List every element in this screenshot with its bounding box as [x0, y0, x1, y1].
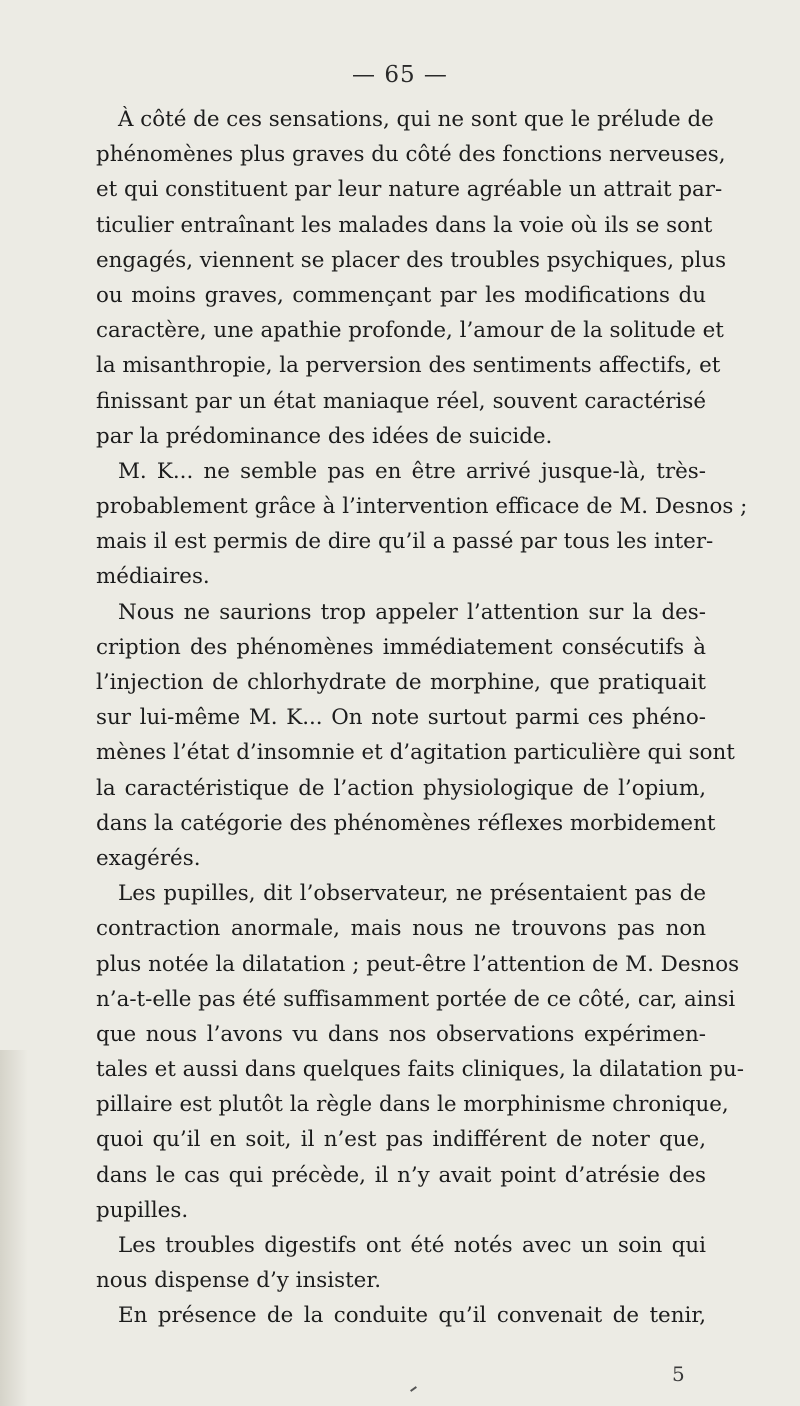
text-line: exagérés.	[96, 845, 201, 871]
text-line: ou moins graves, commençant par les modifications du	[96, 282, 706, 308]
text-line: pillaire est plutôt la règle dans le morphinisme chronique,	[96, 1092, 729, 1118]
text-line: mènes l’état d’insomnie et d’agitation particulière qui sont	[96, 740, 735, 766]
text-line: par la prédominance des idées de suicide.	[96, 423, 553, 449]
text-line: En présence de la conduite qu’il convenait de tenir,	[118, 1303, 706, 1329]
text-line: dans la catégorie des phénomènes réflexes morbidement	[96, 810, 716, 836]
text-line: la caractéristique de l’action physiologique de l’opium,	[96, 775, 706, 801]
text-line: caractère, une apathie profonde, l’amour de la solitude et	[96, 318, 724, 344]
text-line: plus notée la dilatation ; peut-être l’attention de M. Desnos	[96, 951, 740, 977]
text-line: la misanthropie, la perversion des sentiments affectifs, et	[96, 353, 721, 379]
stray-ink-mark	[410, 1386, 417, 1392]
text-line: nous dispense d’y insister.	[96, 1268, 382, 1294]
text-line: finissant par un état maniaque réel, souvent caractérisé	[96, 388, 706, 414]
printer-signature-mark: 5	[672, 1362, 685, 1386]
page-number-header: — 65 —	[352, 62, 448, 88]
text-line: médiaires.	[96, 564, 210, 590]
text-line: quoi qu’il en soit, il n’est pas indifférent de noter que,	[96, 1127, 706, 1153]
text-line: M. K... ne semble pas en être arrivé jusque-là, très-	[118, 458, 706, 484]
text-line: et qui constituent par leur nature agréable un attrait par-	[96, 177, 723, 203]
text-line: probablement grâce à l’intervention efficace de M. Desnos ;	[96, 494, 748, 520]
text-line: engagés, viennent se placer des troubles psychiques, plus	[96, 247, 727, 273]
text-line: Les pupilles, dit l’observateur, ne présentaient pas de	[118, 881, 706, 907]
text-line: que nous l’avons vu dans nos observations expérimen-	[96, 1021, 706, 1047]
text-line: cription des phénomènes immédiatement consécutifs à	[96, 634, 706, 660]
body-text	[96, 102, 748, 1334]
text-line: Les troubles digestifs ont été notés avec un soin qui	[118, 1233, 706, 1258]
text-line: contraction anormale, mais nous ne trouvons pas non	[96, 916, 706, 942]
text-line: sur lui-même M. K... On note surtout parmi ces phéno-	[96, 705, 706, 731]
text-line: dans le cas qui précède, il n’y avait point d’atrésie des	[96, 1162, 706, 1188]
text-line: Nous ne saurions trop appeler l’attention sur la des-	[118, 599, 706, 625]
text-line: phénomènes plus graves du côté des fonctions nerveuses,	[96, 142, 726, 168]
text-line: pupilles.	[96, 1197, 189, 1223]
text-line: n’a-t-elle pas été suffisamment portée de ce côté, car, ainsi	[96, 986, 736, 1012]
text-line: À côté de ces sensations, qui ne sont que le prélude de	[118, 107, 714, 132]
text-line: mais il est permis de dire qu’il a passé par tous les inter-	[96, 529, 714, 555]
text-line: l’injection de chlorhydrate de morphine, que pratiquait	[96, 670, 706, 695]
text-line: ticulier entraînant les malades dans la voie où ils se sont	[96, 212, 713, 238]
text-line: tales et aussi dans quelques faits cliniques, la dilatation pu-	[96, 1057, 745, 1083]
page-edge-shadow	[0, 1050, 28, 1406]
